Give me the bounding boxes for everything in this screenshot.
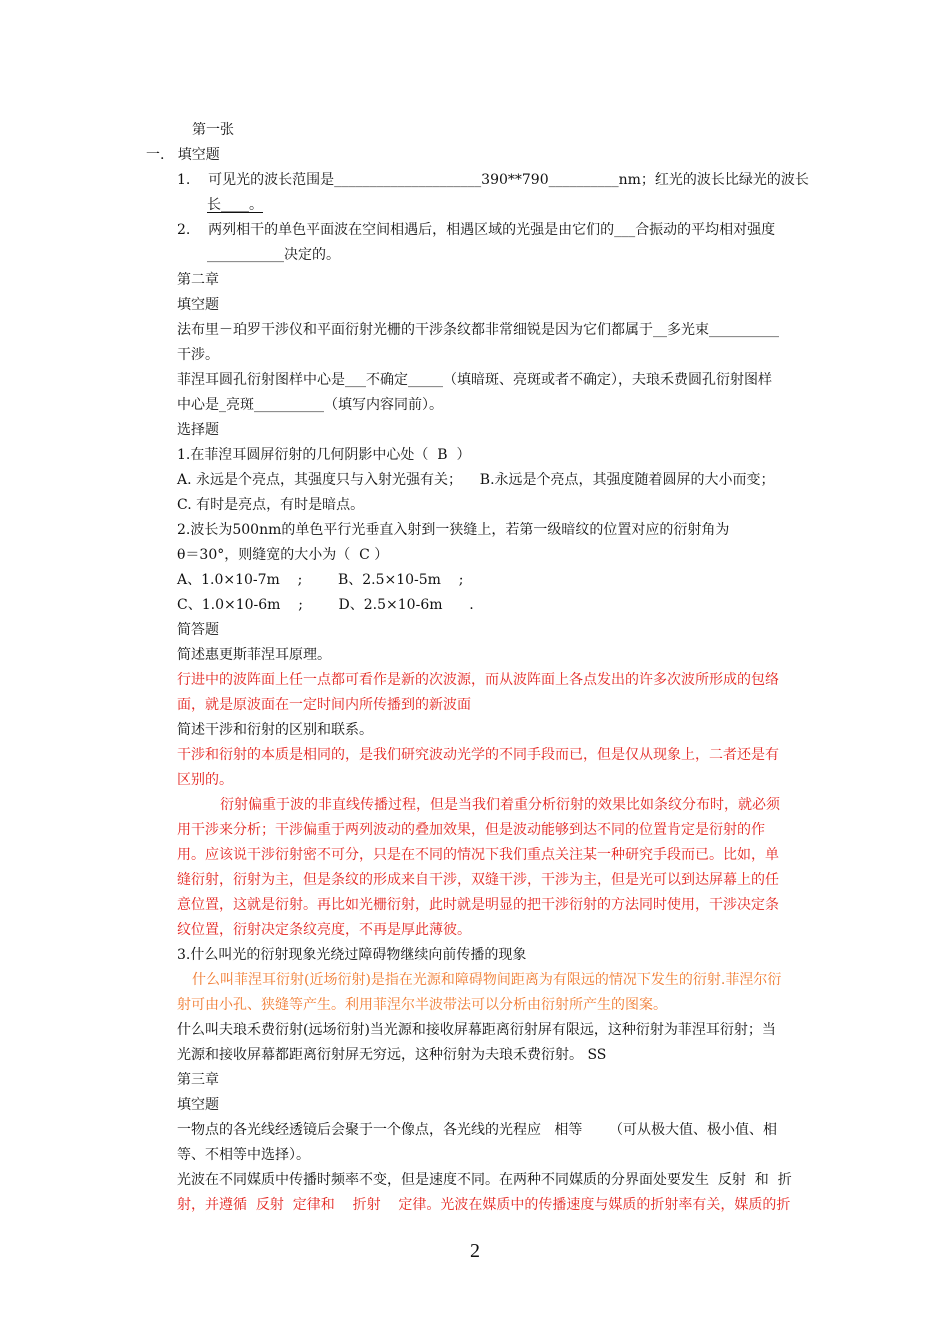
question-2-line-1: 2. 两列相干的单色平面波在空间相遇后，相遇区域的光强是由它们的___合振动的平均相对强度 (177, 222, 776, 238)
choice-1-question: 1.在菲湼耳圆屏衍射的几何阴影中心处（ B ） (177, 447, 471, 463)
choice-2-question-line-2: θ＝30°，则缝宽的大小为（ C ） (177, 547, 389, 563)
choice-1-option-c: C. 有时是亮点，有时是暗点。 (177, 497, 365, 513)
chapter-3-heading: 第三章 (177, 1072, 219, 1088)
fraunhofer-answer-line-1: 什么叫夫琅禾费衍射(远场衍射)当光源和接收屏幕距离衍射屏有限远，这种衍射为菲涅耳衍射；当 (177, 1022, 776, 1038)
optical-path-question-line-2: 等、不相等中选择）。 (177, 1147, 310, 1163)
interference-answer-line-2: 区别的。 (177, 772, 233, 788)
section-short-answer: 简答题 (177, 622, 219, 638)
diffraction-question-3: 3.什么叫光的衍射现象光绕过障碍物继续向前传播的现象 (177, 947, 527, 963)
question-1-line-2: 长____。 (207, 197, 263, 213)
section-choice: 选择题 (177, 422, 219, 438)
fresnel-diffraction-answer-line-2: 射可由小孔、狭缝等产生。利用菲涅尔半波带法可以分析由衍射所产生的图案。 (177, 997, 667, 1013)
huygens-answer-line-2: 面，就是原波面在一定时间内所传播到的新波面 (177, 697, 471, 713)
fresnel-diffraction-answer-line-1: 什么叫菲涅耳衍射(近场衍射)是指在光源和障碍物间距离为有限远的情况下发生的衍射.菲涅尔衍 (192, 972, 782, 988)
refraction-question-line-2: 射，并遵循 反射 定律和 折射 定律。光波在媒质中的传播速度与媒质的折射率有关，媒质的折 (177, 1197, 791, 1213)
fresnel-question-line-2: 中心是_亮斑__________（填写内容同前）。 (177, 397, 443, 413)
fraunhofer-answer-line-2: 光源和接收屏幕都距离衍射屏无穷远，这种衍射为夫琅禾费衍射。 SS (177, 1047, 607, 1063)
huygens-answer-line-1: 行进中的波阵面上任一点都可看作是新的次波源，而从波阵面上各点发出的许多次波所形成的包络 (177, 672, 779, 688)
fp-question-line-1: 法布里－珀罗干涉仪和平面衍射光栅的干涉条纹都非常细锐是因为它们都属于__多光束__________ (177, 322, 779, 338)
choice-2-options-ab: A、1.0×10-7m ; B、2.5×10-5m ; (177, 572, 464, 588)
chapter-2-heading: 第二章 (177, 272, 219, 288)
section-fill-blank-2: 填空题 (177, 297, 219, 313)
choice-2-options-cd: C、1.0×10-6m ; D、2.5×10-6m . (177, 597, 474, 613)
fp-question-line-2: 干涉。 (177, 347, 219, 363)
huygens-question: 简述惠更斯菲涅耳原理。 (177, 647, 331, 663)
interference-answer-line-8: 纹位置，衍射决定条纹亮度，不再是厚此薄彼。 (177, 922, 471, 938)
interference-answer-line-4: 用干涉来分析；干涉偏重于两列波动的叠加效果，但是波动能够到达不同的位置肯定是衍射的作 (177, 822, 765, 838)
chapter-1-heading: 第一张 (192, 122, 234, 138)
choice-2-question-line-1: 2.波长为500nm的单色平行光垂直入射到一狭缝上，若第一级暗纹的位置对应的衍射角为 (177, 522, 730, 538)
choice-1-options-ab: A. 永远是个亮点，其强度只与入射光强有关； B.永远是个亮点，其强度随着圆屏的大小而变； (177, 472, 775, 488)
refraction-question-line-1: 光波在不同媒质中传播时频率不变，但是速度不同。在两种不同媒质的分界面处要发生 反射 和 折 (177, 1172, 792, 1188)
interference-answer-line-5: 用。应该说干涉衍射密不可分，只是在不同的情况下我们重点关注某一种研究手段而已。比如，单 (177, 847, 779, 863)
interference-answer-line-1: 干涉和衍射的本质是相同的，是我们研究波动光学的不同手段而已，但是仅从现象上，二者还是有 (177, 747, 779, 763)
question-2-line-2: ___________决定的。 (207, 247, 340, 263)
fresnel-question-line-1: 菲涅耳圆孔衍射图样中心是___不确定_____（填暗斑、亮斑或者不确定），夫琅禾费圆孔衍射图样 (177, 372, 772, 388)
section-fill-blank-1: 一. 填空题 (146, 147, 220, 163)
interference-answer-line-6: 缝衍射，衍射为主，但是条纹的形成来自干涉，双缝干涉，干涉为主，但是光可以到达屏幕上的任 (177, 872, 779, 888)
interference-question: 简述干涉和衍射的区别和联系。 (177, 722, 373, 738)
question-1-line-1: 1. 可见光的波长范围是_____________________390**790__________nm；红光的波长比绿光的波长 (177, 172, 809, 188)
section-fill-blank-3: 填空题 (177, 1097, 219, 1113)
interference-answer-line-7: 意位置，这就是衍射。再比如光栅衍射，此时就是明显的把干涉衍射的方法同时使用，干涉决定条 (177, 897, 779, 913)
page-number: 2 (470, 1240, 480, 1262)
interference-answer-line-3: 衍射偏重于波的非直线传播过程，但是当我们着重分析衍射的效果比如条纹分布时，就必须 (220, 797, 780, 813)
optical-path-question-line-1: 一物点的各光线经透镜后会聚于一个像点，各光线的光程应 相等 （可从极大值、极小值、相 (177, 1122, 778, 1138)
